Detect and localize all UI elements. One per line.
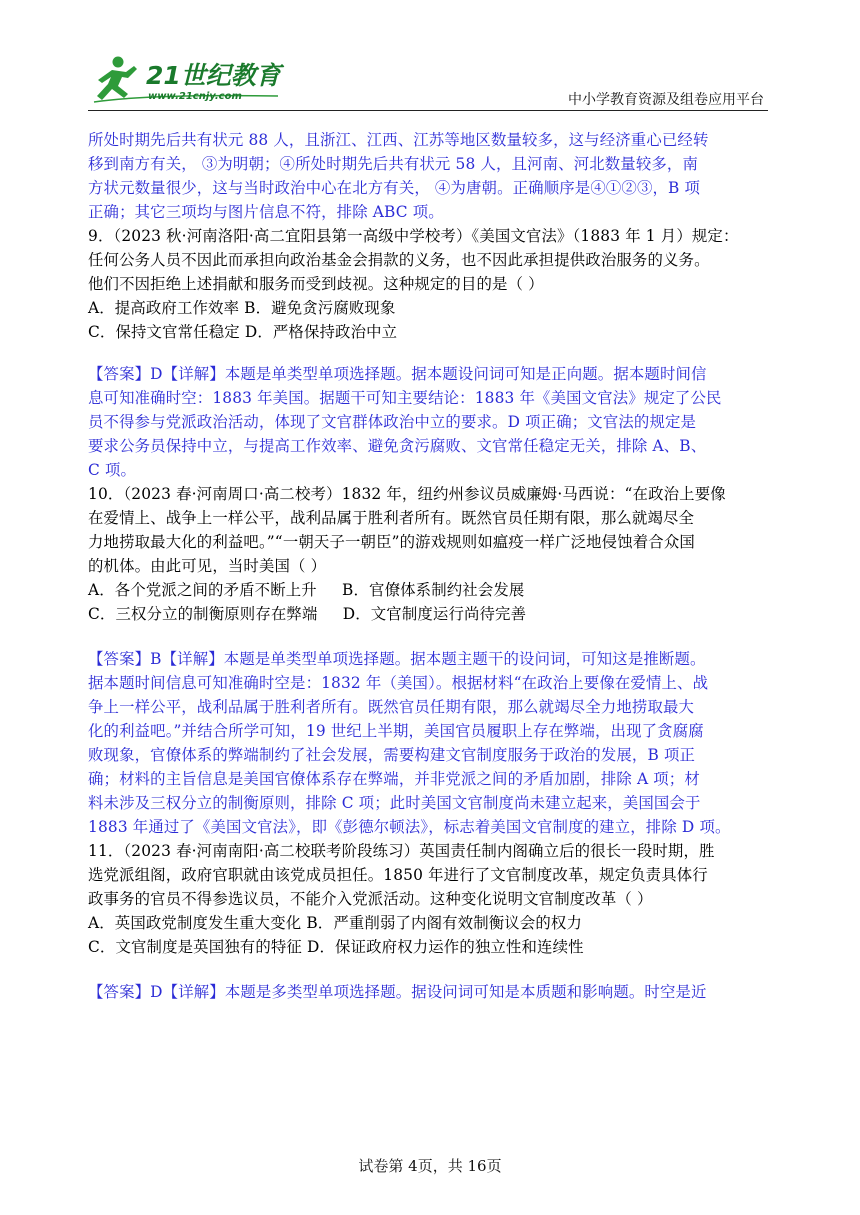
answer-11-text: 【答案】D【详解】本题是多类型单项选择题。据设问词可知是本质题和影响题。时空是近 [88, 983, 707, 1001]
question-9-options: A．提高政府工作效率 B．避免贪污腐败现象 [88, 299, 396, 317]
question-10-options: C．三权分立的制衡原则存在弊端 D．文官制度运行尚待完善 [88, 605, 527, 623]
question-9-stem: 任何公务人员不因此而承担向政治基金会捐款的义务，也不因此承担提供政治服务的义务。 [88, 251, 710, 269]
svg-text:www.21cnjy.com: www.21cnjy.com [148, 91, 242, 102]
answer-10-text: 争上一样公平，战利品属于胜利者所有。既然官员任期有限，那么就竭尽全力地捞取最大 [88, 698, 695, 716]
answer-9-text: 息可知准确时空：1883 年美国。据题干可知主要结论：1883 年《美国文官法》规定了公民 [88, 389, 722, 407]
answer-10-text: 【答案】B【详解】本题是单类型单项选择题。据本题主题干的设问词，可知这是推断题。 [88, 650, 706, 668]
answer-10-text: 败现象，官僚体系的弊端制约了社会发展，需要构建文官制度服务于政治的发展，B 项正 [88, 746, 696, 764]
answer-9-text: 要求公务员保持中立，与提高工作效率、避免贪污腐败、文官常任稳定无关，排除 A、B、 [88, 437, 707, 455]
header-divider [88, 110, 768, 111]
21cnjy-logo [88, 50, 288, 110]
answer-9-text: 【答案】D【详解】本题是单类型单项选择题。据本题设问词可知是正向题。据本题时间信 [88, 365, 707, 383]
platform-title: 中小学教育资源及组卷应用平台 [568, 92, 764, 108]
question-10-stem: 力地捞取最大化的利益吧。”“一朝天子一朝臣”的游戏规则如瘟疫一样广泛地侵蚀着合众国 [88, 533, 695, 551]
page-header [88, 50, 768, 112]
question-10-stem: 的机体。由此可见，当时美国（ ） [88, 557, 327, 575]
question-10-stem: 在爱情上、战争上一样公平，战利品属于胜利者所有。既然官员任期有限，那么就竭尽全 [88, 509, 695, 527]
question-11-stem: 11．（2023 春·河南南阳·高二校联考阶段练习）英国责任制内阁确立后的很长一段时期，胜 [88, 842, 715, 860]
answer-9-text: C 项。 [88, 461, 137, 479]
svg-text:21世纪教育: 21世纪教育 [146, 61, 281, 90]
question-10-stem: 10．（2023 春·河南周口·高二校考）1832 年，纽约州参议员威廉姆·马西说：“在政治上要像 [88, 485, 726, 503]
question-11-stem: 政事务的官员不得参选议员，不能介入党派活动。这种变化说明文官制度改革（ ） [88, 890, 653, 908]
question-9-stem: 9．（2023 秋·河南洛阳·高二宜阳县第一高级中学校考）《美国文官法》（1883 年 1 月）规定： [88, 227, 739, 245]
answer-10-text: 料未涉及三权分立的制衡原则，排除 C 项；此时美国文官制度尚未建立起来，美国国会于 [88, 794, 701, 812]
runner-icon [97, 57, 137, 101]
answer-10-text: 化的利益吧。”并结合所学可知，19 世纪上半期，美国官员履职上存在弊端，出现了贪腐腐 [88, 722, 704, 740]
document-body [88, 128, 768, 1004]
question-9-stem: 他们不因拒绝上述捐献和服务而受到歧视。这种规定的目的是（ ） [88, 275, 544, 293]
question-11-stem: 选党派组阁，政府官职就由该党成员担任。1850 年进行了文官制度改革，规定负责具体行 [88, 866, 708, 884]
page-number: 试卷第 4页，共 16页 [358, 1157, 502, 1175]
answer-text-line: 方状元数量很少，这与当时政治中心在北方有关， ④为唐朝。正确顺序是④①②③，B 项 [88, 179, 701, 197]
question-9-options: C．保持文官常任稳定 D．严格保持政治中立 [88, 323, 398, 341]
answer-10-text: 1883 年通过了《美国文官法》，即《彭德尔顿法》，标志着美国文官制度的建立，排除 D 项。 [88, 818, 731, 836]
question-11-options: C．文官制度是英国独有的特征 D．保证政府权力运作的独立性和连续性 [88, 938, 584, 956]
answer-text-line: 所处时期先后共有状元 88 人，且浙江、江西、江苏等地区数量较多，这与经济重心已经转 [88, 131, 709, 149]
answer-text-line: 移到南方有关， ③为明朝；④所处时期先后共有状元 58 人，且河南、河北数量较多，南 [88, 155, 699, 173]
answer-9-text: 员不得参与党派政治活动，体现了文官群体政治中立的要求。D 项正确；文官法的规定是 [88, 413, 697, 431]
answer-text-line: 正确；其它三项均与图片信息不符，排除 ABC 项。 [88, 203, 444, 221]
question-11-options: A．英国政党制度发生重大变化 B．严重削弱了内阁有效制衡议会的权力 [88, 914, 582, 932]
answer-10-text: 确；材料的主旨信息是美国官僚体系存在弊端，并非党派之间的矛盾加剧，排除 A 项；材 [88, 770, 700, 788]
question-10-options: A．各个党派之间的矛盾不断上升 B．官僚体系制约社会发展 [88, 581, 525, 599]
answer-10-text: 据本题时间信息可知准确时空是：1832 年（美国）。根据材料“在政治上要像在爱情上、战 [88, 674, 709, 692]
